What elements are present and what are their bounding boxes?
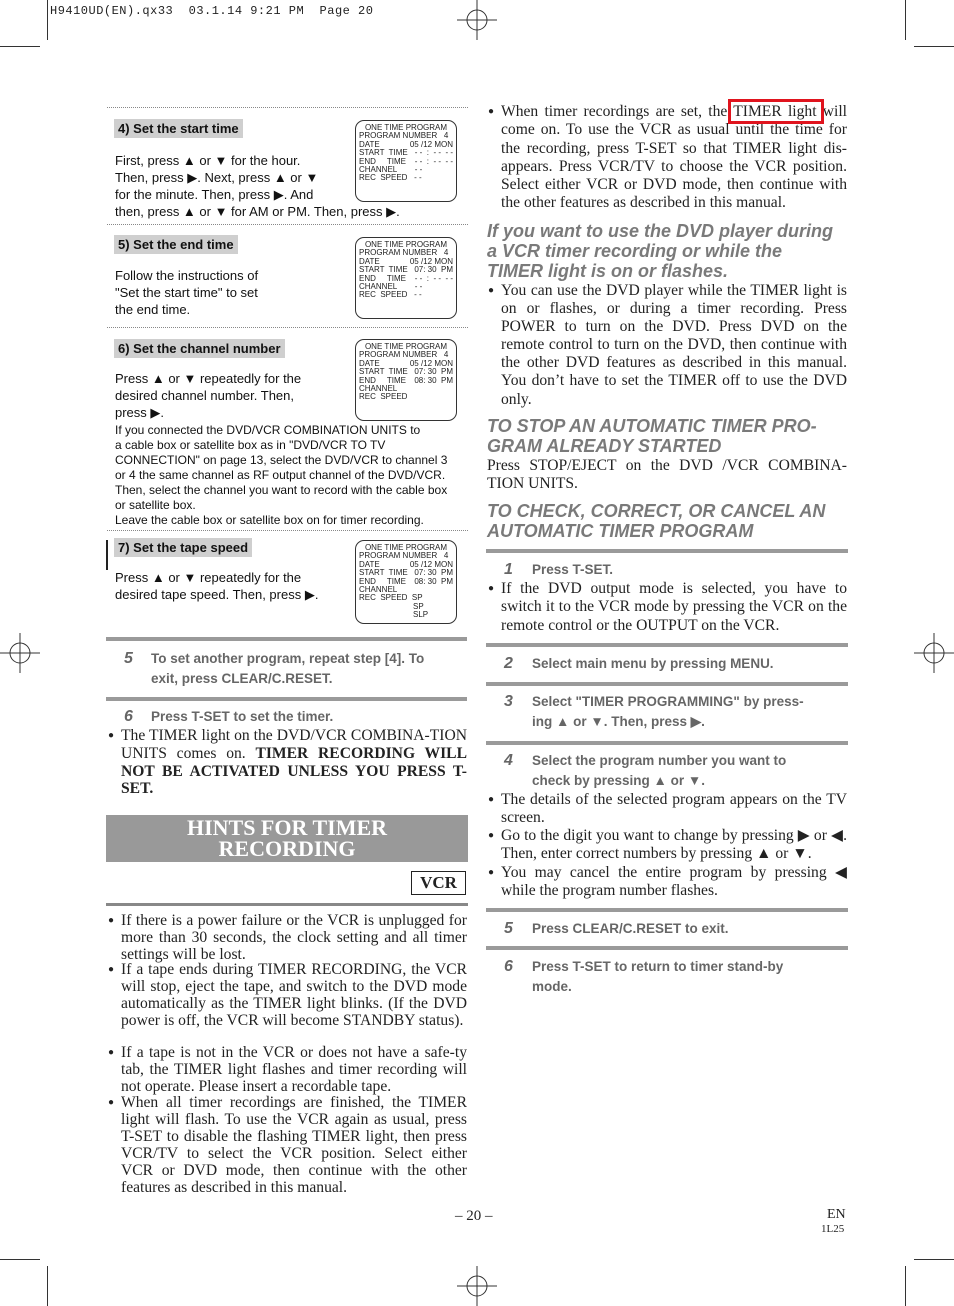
title-line: RECORDING [218,836,356,861]
step-number: 5 [504,920,513,937]
osd-speed: REC SPEED [359,392,408,402]
timer-light-highlight [728,99,824,124]
bullet-icon: ● [108,915,115,926]
bullet-icon: ● [488,285,495,296]
text-span: Go to the digit you want to change by pressing ▶ or ◀. Then, enter correct numbers by pressing ▲ or ▼. [501,827,847,863]
osd-label: END TIME [359,576,406,586]
osd-label: DATE [359,358,380,368]
hints-title [106,815,468,862]
text-line: or 4 the same channel as RF output channel of the DVD/VCR. [115,468,446,482]
registration-mark-icon [914,633,954,673]
text-line: Then, select the channel you want to record with the cable box [115,483,448,497]
osd-title: ONE TIME PROGRAM [364,342,448,351]
check-timer-heading [487,501,849,541]
language-code: EN [827,1207,846,1222]
text-line: Then, press ▶. Next, press ▲ or ▼ [115,170,319,185]
print-header: H9410UD(EN).qx33 03.1.14 9:21 PM Page 20 [50,4,374,18]
step-number: 5 [124,650,133,667]
step-divider [486,682,848,686]
text-line: Press ▲ or ▼ repeatedly for the [115,371,302,386]
step-5-instruction [124,649,464,689]
stop-timer-heading [487,416,849,456]
osd-speed: REC SPEED - - [359,290,422,300]
osd-value: 05 /12 MON [409,358,453,368]
bullet-icon: ● [108,964,115,975]
step-divider [486,946,848,950]
bullet-icon: ● [488,867,495,878]
osd-speed-option: SLP [413,610,429,620]
osd-title: ONE TIME PROGRAM [364,240,448,249]
osd-title: ONE TIME PROGRAM [364,543,448,552]
step-title: 4) Set the start time [114,119,243,138]
osd-speed: REC SPEED - - [359,173,422,183]
step-number: 4 [504,752,513,769]
check-step-5 [504,919,844,939]
cable-box-note [115,423,467,528]
osd-screen [355,339,457,421]
osd-value: 05 /12 MON [409,139,453,149]
step-6-instruction [124,707,464,727]
text-line: Press CLEAR/C.RESET to exit. [532,921,729,936]
text-line: the end time. [115,302,191,317]
crop-mark [914,1259,954,1260]
crop-mark [47,0,48,40]
step-number: 6 [504,958,513,975]
text-line: Press T-SET to set the timer. [151,709,334,724]
text-line: for the minute. Then, press ▶. And [115,187,314,202]
page-number: – 20 – [455,1208,493,1224]
step-instructions [115,569,318,603]
osd-speed-option: SP [413,601,424,611]
text-line: press ▶. [115,405,165,420]
text-line: Select main menu by pressing MENU. [532,656,774,671]
osd-label: START TIME [359,265,408,275]
heading-line: TIMER light is on or flashes. [487,261,729,281]
flow-arrow [106,540,108,570]
bullet-icon: ● [108,1097,115,1108]
step-number: 3 [504,693,513,710]
text-line: Press T-SET to return to timer stand-by [532,959,784,974]
osd-value: 05 /12 MON [409,256,453,266]
step-tape-speed [107,530,468,623]
text-line: ing ▲ or ▼. Then, press ▶. [532,714,705,729]
osd-value: - - : - - - - [414,156,453,166]
step-number: 2 [504,655,513,672]
step-end-time [107,224,468,327]
osd-label: DATE [359,559,380,569]
step-channel-number [107,327,468,530]
step-title: 5) Set the end time [114,235,238,254]
step-instructions [115,267,258,318]
text-span: When timer recordings are set, the TIMER light will come on. To use the VCR as usual until the time for the recording, press T-SET so that TIMER light dis-appears. Press VCR/TV to choose the VCR position. Select either VCR or DVD mode, then continue with the other features as described in this manual. [501,103,847,212]
osd-label: START TIME [359,568,408,578]
step-divider [106,637,467,641]
heading-line: TO CHECK, CORRECT, OR CANCEL AN [487,501,826,521]
document-code: 1L25 [821,1223,845,1235]
step-divider [486,549,848,553]
hint-item [108,961,467,1029]
text-span: The TIMER light on the DVD/VCR COMBINA-TION UNITS comes on. [121,727,467,762]
osd-program: PROGRAM NUMBER 4 [359,350,449,360]
step-title: 7) Set the tape speed [114,538,252,557]
heading-line: If you want to use the DVD player during [487,221,834,241]
step-title: 6) Set the channel number [114,339,285,358]
check-step-4-detail [488,827,847,864]
crop-mark [905,1266,906,1306]
step-instructions [115,370,301,421]
text-line: then, press ▲ or ▼ for AM or PM. Then, press ▶. [115,204,400,219]
osd-label: DATE [359,256,380,266]
heading-line: a VCR timer recording or while the [487,241,783,261]
text-line: If you connected the DVD/VCR COMBINATION UNITS to [115,423,421,437]
bullet-icon: ● [488,583,495,594]
crop-mark [905,0,906,40]
osd-label: END TIME [359,156,406,166]
osd-label: END TIME [359,273,406,283]
hint-item [108,1094,467,1196]
text-line: check by pressing ▲ or ▼. [532,773,706,788]
text-line: To set another program, repeat step [4]. To [151,651,425,666]
text-span: If there is a power failure or the VCR is unplugged for more than 30 seconds, the clock setting and all timer settings will be lost. [121,912,467,963]
osd-screen [355,540,457,624]
text-line: or satellite box. [115,498,196,512]
heading-line: TO STOP AN AUTOMATIC TIMER PRO- [487,416,817,436]
osd-label: DATE [359,139,380,149]
osd-channel: CHANNEL - - [359,281,423,291]
crop-mark [0,46,40,47]
bullet-icon: ● [108,730,115,741]
osd-value: 08: 30 PM [414,576,453,586]
osd-value: 07: 30 PM [414,568,453,578]
osd-program: PROGRAM NUMBER 4 [359,248,449,258]
text-span: If the DVD output mode is selected, you have to switch it to the VCR mode by pressing the VCR on the remote control or the OUTPUT on the VCR. [501,580,847,634]
step-divider [486,643,848,647]
vcr-badge: VCR [411,871,466,895]
heading-line: GRAM ALREADY STARTED [487,436,722,456]
timer-steps-panel [107,103,468,623]
section-divider [106,903,468,906]
check-step-4 [504,751,844,791]
text-line: Press T-SET. [532,562,614,577]
crop-mark [914,46,954,47]
text-line: mode. [532,979,572,994]
text-line: exit, press CLEAR/C.RESET. [151,671,333,686]
text-line: Select the program number you want to [532,753,787,768]
check-step-3 [504,692,844,732]
osd-screen [355,120,457,202]
step-number: 1 [504,561,513,578]
registration-mark-icon [457,0,497,40]
text-span: If a tape is not in the VCR or does not have a safe-ty tab, the TIMER light flashes and timer recording will not operate. Please insert a recordable tape. [121,1044,467,1095]
osd-title: ONE TIME PROGRAM [364,123,448,132]
osd-channel: CHANNEL - - [359,164,423,174]
text-line: Follow the instructions of [115,268,259,283]
registration-mark-icon [0,633,40,673]
check-step-4-detail [488,864,847,901]
osd-value: - - : - - - - [414,273,453,283]
crop-mark [47,1266,48,1306]
crop-mark [0,1259,40,1260]
osd-program: PROGRAM NUMBER 4 [359,131,449,141]
osd-channel: CHANNEL [359,584,398,594]
step-start-time [107,107,468,224]
timer-light-note [108,727,467,798]
osd-speed: REC SPEED SP [359,593,423,603]
text-span: When all timer recordings are finished, the TIMER light will flash. To use the VCR again as usual, press T-SET to disable the flashing TIMER light, then press VCR/TV to select the VCR position. Select either VCR or DVD mode, then continue with the other features as described in this manual. [121,1094,467,1196]
osd-channel: CHANNEL [359,383,398,393]
bullet-icon: ● [108,1047,115,1058]
stop-paragraph: Press STOP/EJECT on the DVD /VCR COMBINA-TION UNITS. [487,457,847,492]
warning-text: TIMER RECORDING WILL NOT BE ACTIVATED UNLESS YOU PRESS T-SET. [121,744,467,798]
osd-value: 07: 30 PM [414,367,453,377]
osd-value: 07: 30 PM [414,265,453,275]
step-divider [486,741,848,745]
check-step-2 [504,654,844,674]
check-step-4-detail [488,791,847,828]
text-span: If a tape ends during TIMER RECORDING, the VCR will stop, eject the tape, and switch to the DVD mode automatically as the TIMER light blinks. (If the DVD power is off, the VCR will become STANDBY status). [121,961,467,1029]
dvd-during-timer-heading [487,221,849,281]
osd-label: END TIME [359,375,406,385]
text-line: desired tape speed. Then, press ▶. [115,587,319,602]
text-span: You may cancel the entire program by pressing ◀ while the program number flashes. [501,864,847,900]
check-step-1-detail [488,580,847,635]
title-line: HINTS FOR TIMER [186,815,388,840]
check-step-6 [504,957,844,997]
hint-item [108,912,467,963]
registration-mark-icon [457,1266,497,1306]
dvd-paragraph [488,282,847,409]
text-line: Select "TIMER PROGRAMMING" by press- [532,694,804,709]
bullet-icon: ● [488,106,495,117]
text-line: Leave the cable box or satellite box on for timer recording. [115,513,424,527]
text-line: CONNECTION" on page 13, select the DVD/VCR to channel 3 [115,453,448,467]
osd-screen [355,237,457,319]
step-divider [106,697,467,701]
text-line: "Set the start time" to set [115,285,258,300]
text-line: Press ▲ or ▼ repeatedly for the [115,570,302,585]
osd-program: PROGRAM NUMBER 4 [359,551,449,561]
step-number: 6 [124,708,133,725]
text-line: desired channel number. Then, [115,388,294,403]
text-span: You can use the DVD player while the TIMER light is on or flashes, or during a timer recording. Press POWER to turn on the DVD. Press DVD on the remote control to turn on the DVD, then continue with the other DVD features as described in this manual. You don’t have to set the TIMER off to use the DVD only. [501,282,847,408]
text-span: The details of the selected program appears on the TV screen. [501,791,847,827]
check-step-1 [504,560,844,580]
osd-label: START TIME [359,367,408,377]
bullet-icon: ● [488,794,495,805]
osd-value: 05 /12 MON [409,559,453,569]
osd-label: START TIME [359,148,408,158]
osd-value: - - : - - - - [414,148,453,158]
osd-value: 08: 30 PM [414,375,453,385]
hint-item [108,1044,467,1095]
heading-line: AUTOMATIC TIMER PROGRAM [487,521,754,541]
text-line: a cable box or satellite box as in "DVD/VCR TO TV [115,438,386,452]
text-line: First, press ▲ or ▼ for the hour. [115,153,301,168]
bullet-icon: ● [488,830,495,841]
step-divider [486,908,848,912]
